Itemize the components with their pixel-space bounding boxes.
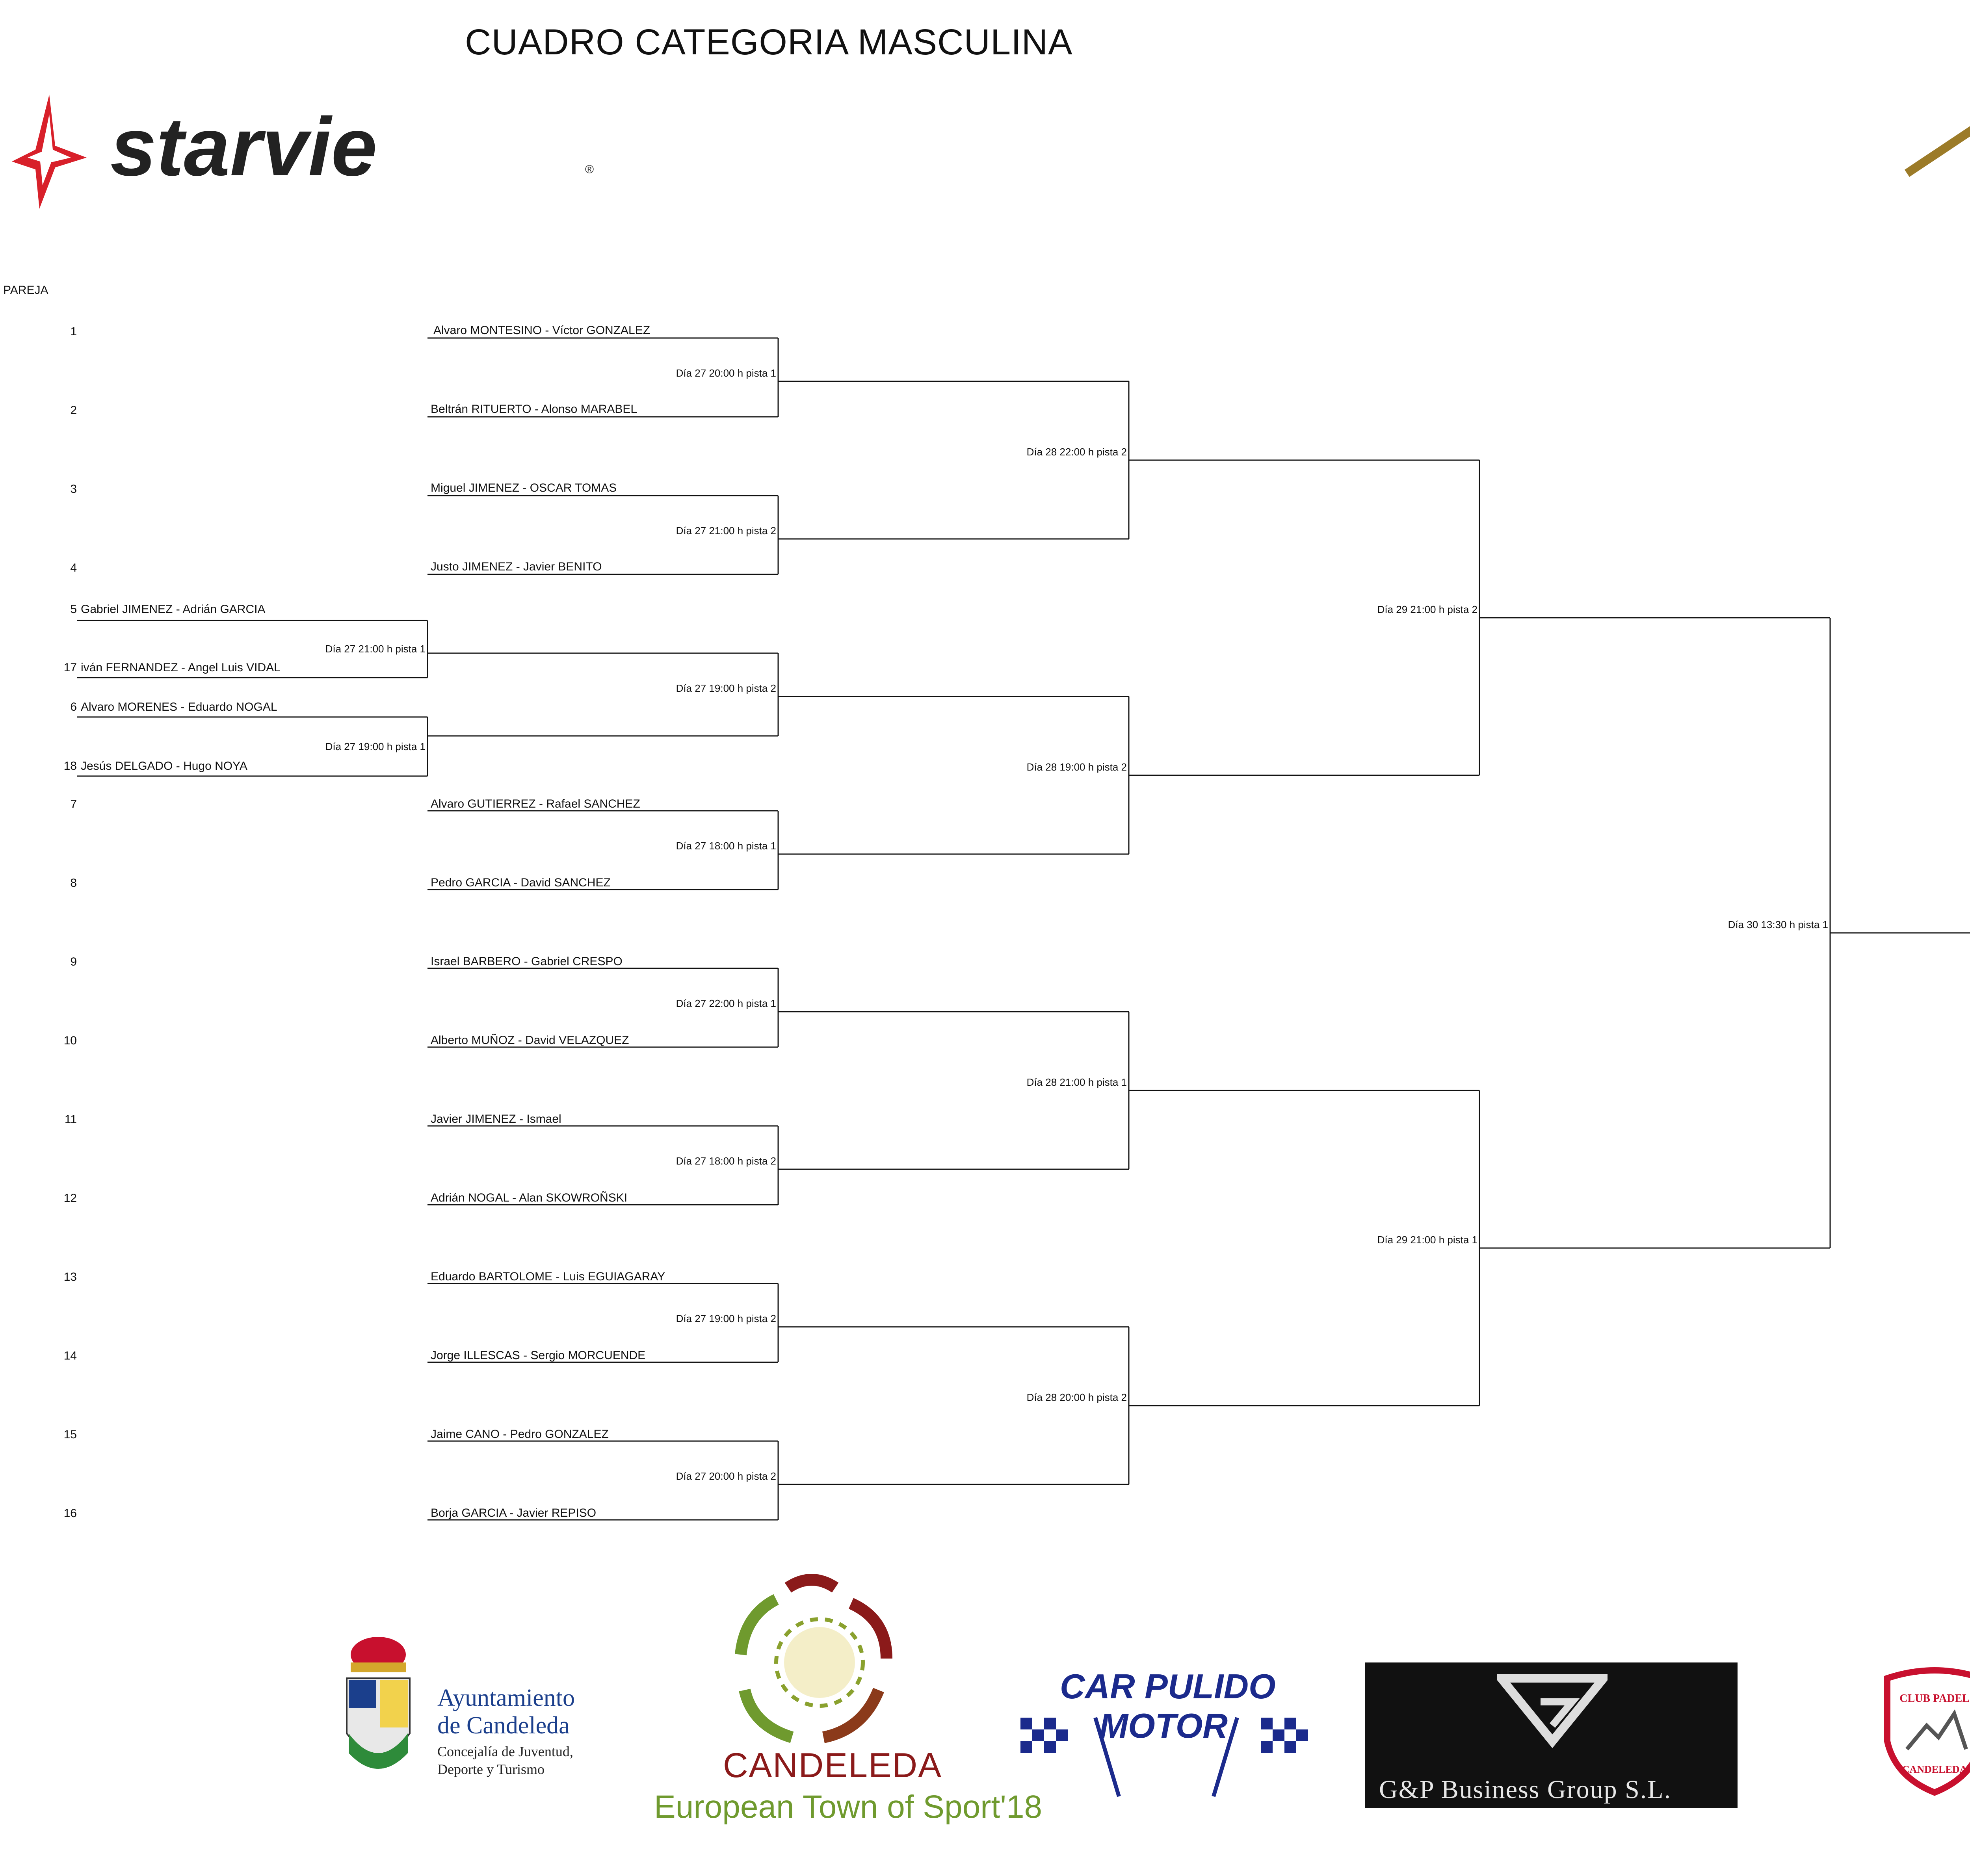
seed-number: 18 bbox=[63, 760, 77, 773]
match-schedule: Día 27 21:00 h pista 2 bbox=[676, 525, 776, 537]
club-padel-subtitle: CANDELEDA bbox=[1902, 1764, 1967, 1775]
seed-number: 3 bbox=[70, 483, 77, 496]
match-schedule: Día 27 21:00 h pista 1 bbox=[325, 643, 426, 655]
page-title: CUADRO CATEGORIA MASCULINA bbox=[465, 22, 1073, 62]
match-schedule: Día 27 22:00 h pista 1 bbox=[676, 997, 776, 1009]
seed-number: 10 bbox=[63, 1034, 77, 1047]
seed-number: 14 bbox=[63, 1349, 77, 1362]
match-schedule: Día 28 19:00 h pista 2 bbox=[1026, 761, 1127, 773]
pair-name: Javier JIMENEZ - Ismael bbox=[431, 1113, 561, 1126]
match-schedule: Día 27 19:00 h pista 2 bbox=[676, 1313, 776, 1324]
gp-g-icon bbox=[1497, 1670, 1608, 1749]
pair-name: Adrián NOGAL - Alan SKOWROÑSKI bbox=[431, 1191, 628, 1204]
match-schedule: Día 27 19:00 h pista 2 bbox=[676, 682, 776, 694]
seed-number: 6 bbox=[70, 700, 77, 713]
match-schedule: Día 27 18:00 h pista 2 bbox=[676, 1155, 776, 1167]
pair-name: Miguel JIMENEZ - OSCAR TOMAS bbox=[431, 481, 617, 494]
candeleda-coat-of-arms-icon bbox=[339, 1635, 418, 1789]
seed-number: 15 bbox=[63, 1428, 77, 1441]
european-town-of-sport-subtitle: European Town of Sport'18 bbox=[654, 1789, 1043, 1825]
pair-name: Alvaro MORENES - Eduardo NOGAL bbox=[81, 700, 277, 713]
pair-name: Eduardo BARTOLOME - Luis EGUIAGARAY bbox=[431, 1270, 665, 1283]
match-schedule: Día 28 20:00 h pista 2 bbox=[1026, 1391, 1127, 1403]
club-padel-shield-icon bbox=[1879, 1666, 1970, 1796]
seed-number: 2 bbox=[70, 404, 77, 417]
pair-name: Israel BARBERO - Gabriel CRESPO bbox=[431, 955, 623, 968]
pair-name: Jorge ILLESCAS - Sergio MORCUENDE bbox=[431, 1349, 646, 1362]
seed-number: 4 bbox=[70, 561, 77, 574]
match-schedule: Día 29 21:00 h pista 2 bbox=[1377, 604, 1478, 615]
match-schedule: Día 27 20:00 h pista 1 bbox=[676, 367, 776, 379]
svg-text:®: ® bbox=[585, 163, 594, 176]
european-town-of-sport-icon bbox=[721, 1572, 918, 1757]
match-schedule: Día 30 13:30 h pista 1 bbox=[1728, 919, 1828, 931]
seed-number: 16 bbox=[63, 1507, 77, 1520]
pair-name: Jesús DELGADO - Hugo NOYA bbox=[81, 760, 247, 773]
club-padel-title: CLUB PADEL bbox=[1899, 1692, 1970, 1705]
ayto-title: Ayuntamiento bbox=[437, 1685, 575, 1711]
pair-name: Jaime CANO - Pedro GONZALEZ bbox=[431, 1428, 609, 1441]
match-schedule: Día 27 20:00 h pista 2 bbox=[676, 1470, 776, 1482]
pair-name: iván FERNANDEZ - Angel Luis VIDAL bbox=[81, 661, 281, 674]
pareja-header: PAREJA bbox=[3, 284, 48, 297]
car-pulido-title: CAR PULIDO bbox=[1060, 1667, 1276, 1706]
pair-name: Gabriel JIMENEZ - Adrián GARCIA bbox=[81, 603, 266, 616]
pair-name: Alvaro GUTIERREZ - Rafael SANCHEZ bbox=[431, 797, 640, 810]
seed-number: 5 bbox=[70, 603, 77, 616]
pair-name: Borja GARCIA - Javier REPISO bbox=[431, 1506, 597, 1519]
seed-number: 17 bbox=[63, 661, 77, 674]
gp-business-name: G&P Business Group S.L. bbox=[1379, 1775, 1672, 1804]
match-schedule: Día 27 18:00 h pista 1 bbox=[676, 840, 776, 852]
ayto-dept2: Deporte y Turismo bbox=[437, 1761, 545, 1777]
seed-number: 11 bbox=[64, 1113, 77, 1126]
candeleda-name: CANDELEDA bbox=[723, 1746, 942, 1785]
match-schedule: Día 29 21:00 h pista 1 bbox=[1377, 1234, 1478, 1246]
pair-name: Alberto MUÑOZ - David VELAZQUEZ bbox=[431, 1034, 629, 1047]
match-schedule: Día 27 19:00 h pista 1 bbox=[325, 741, 426, 752]
pair-name: Beltrán RITUERTO - Alonso MARABEL bbox=[431, 403, 637, 416]
match-schedule: Día 28 21:00 h pista 1 bbox=[1026, 1076, 1127, 1088]
ayto-subtitle: de Candeleda bbox=[437, 1712, 570, 1739]
pair-name: Alvaro MONTESINO - Víctor GONZALEZ bbox=[433, 324, 650, 337]
match-schedule: Día 28 22:00 h pista 2 bbox=[1026, 446, 1127, 458]
seed-number: 1 bbox=[70, 325, 77, 338]
seed-number: 8 bbox=[70, 877, 77, 890]
starvie-wordmark: starvie bbox=[110, 100, 377, 193]
seed-number: 13 bbox=[63, 1270, 77, 1283]
pair-name: Justo JIMENEZ - Javier BENITO bbox=[431, 560, 602, 573]
car-pulido-subtitle: MOTOR bbox=[1099, 1706, 1228, 1745]
seed-number: 12 bbox=[63, 1192, 77, 1205]
seed-number: 7 bbox=[70, 798, 77, 811]
ayto-dept: Concejalía de Juventud, bbox=[437, 1744, 573, 1759]
seed-number: 9 bbox=[70, 955, 77, 968]
pair-name: Pedro GARCIA - David SANCHEZ bbox=[431, 876, 611, 889]
